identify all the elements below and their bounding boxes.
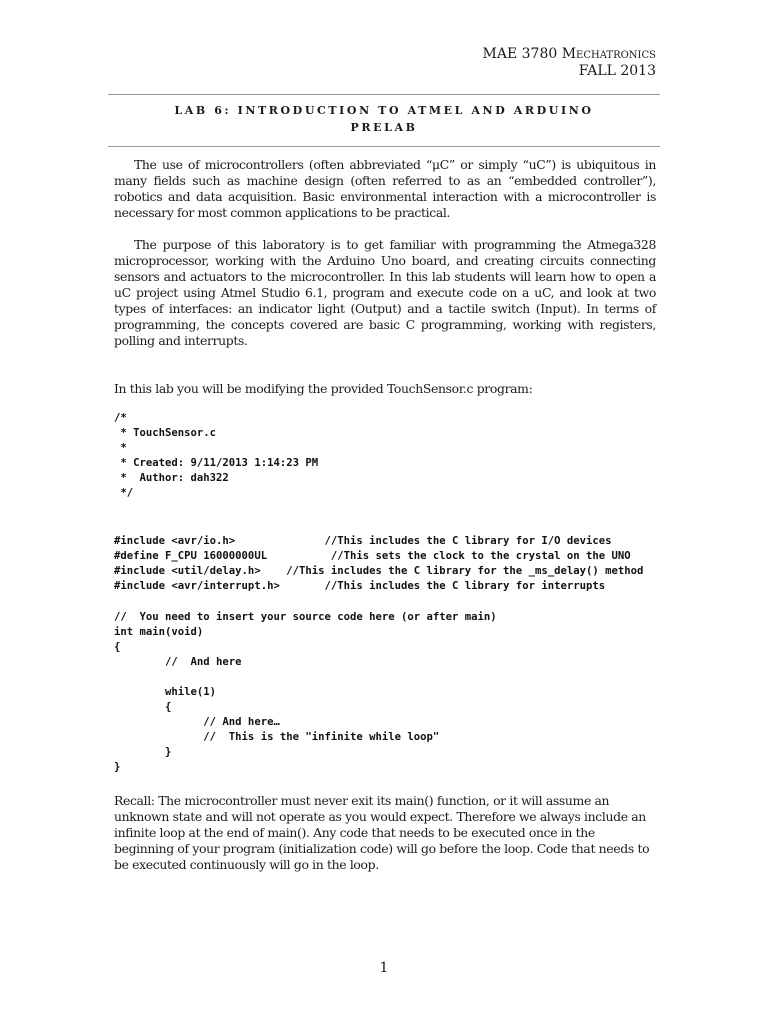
code-header-comment: /* * TouchSensor.c * * Created: 9/11/2013 1:14:23 PM * Author: dah322 */ [114,412,319,499]
intro-paragraph: The use of microcontrollers (often abbreviated “μC” or simply “uC”) is ubiquitous in many fields such as machine design (often referred to as an “embedded controller”), robotics and data acquisition. Basic environmental interaction with a microcontroller is necessary for most common applications to be practical. [114,157,656,220]
course-header [483,46,656,62]
code-main-function: // You need to insert your source code here (or after main) int main(void) { // And here while(1) { // And here… // This is the "infinite while loop" } } [114,611,497,773]
title-rule-top [108,94,660,95]
instruction-paragraph: In this lab you will be modifying the provided TouchSensor.c program: [114,381,533,396]
page-number: 1 [379,960,389,976]
course-name: Mechatronics [561,46,656,62]
title-rule-bottom [108,146,660,147]
purpose-paragraph: The purpose of this laboratory is to get familiar with programming the Atmega328 microprocessor, working with the Arduino Uno board, and creating circuits connecting sensors and actuators to the microcontroller. In this lab students will learn how to open a uC project using Atmel Studio 6.1, program and execute code on a uC, and look at two types of interfaces: an indicator light (Output) and a tactile switch (Input). In terms of programming, the concepts covered are basic C programming, working with registers, polling and interrupts. [114,237,656,348]
course-code: MAE 3780 [482,46,562,62]
recall-paragraph: Recall: The microcontroller must never exit its main() function, or it will assume an unknown state and will not operate as you would expect. Therefore we always include an infinite loop at the end of main(). Any code that needs to be executed once in the beginning of your program (initialization code) will go before the loop. Code that needs to be executed continuously will go in the loop. [114,793,650,872]
lab-subtitle: PRELAB [350,121,418,134]
code-includes: #include <avr/io.h> //This includes the C library for I/O devices #define F_CPU 16000000UL //This sets the clock to the crystal on the UNO #include <util/delay.h> //This includes the C library for the _ms_delay() method #include <avr/interrupt.h> //This includes the C library for interrupts [114,535,644,592]
semester-label: FALL 2013 [578,63,656,79]
lab-title: LAB 6: INTRODUCTION TO ATMEL AND ARDUINO [174,104,594,117]
